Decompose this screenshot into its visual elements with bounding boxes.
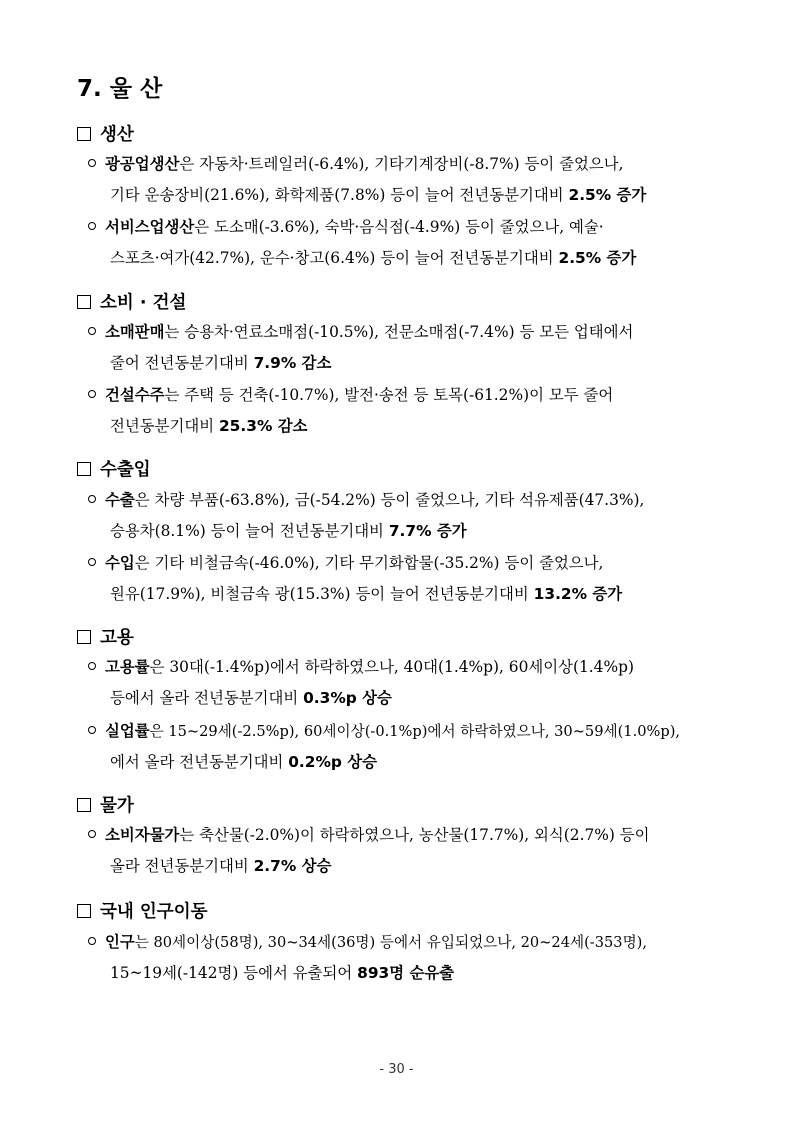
bullet-result: 893명 순유출 bbox=[357, 964, 455, 982]
checkbox-square-icon bbox=[77, 798, 91, 812]
bullet-employment-rate bbox=[88, 652, 720, 714]
page-number: - 30 - bbox=[379, 1062, 414, 1077]
bullet-line-2 bbox=[88, 516, 720, 547]
bullet-line-2 bbox=[88, 747, 720, 778]
bullet-text: 은 자동차·트레일러(-6.4%), 기타기계장비(-8.7%) 등이 줄었으나, bbox=[179, 155, 624, 173]
bullet-text: 은 기타 비철금속(-46.0%), 기타 무기화합물(-35.2%) 등이 줄었으나, bbox=[134, 554, 604, 572]
bullet-line-1 bbox=[88, 548, 720, 579]
bullet-circle-icon bbox=[88, 830, 96, 838]
section-heading-population-migration bbox=[77, 898, 208, 923]
bullet-circle-icon bbox=[88, 726, 96, 734]
bullet-line-2 bbox=[88, 958, 720, 989]
section-heading-prices bbox=[77, 792, 134, 817]
section-heading-label: 고용 bbox=[100, 628, 134, 648]
bullet-line-1 bbox=[88, 820, 720, 851]
bullet-line-1 bbox=[88, 927, 720, 958]
bullet-result: 13.2% 증가 bbox=[533, 585, 623, 603]
bullet-imports bbox=[88, 548, 720, 610]
checkbox-square-icon bbox=[77, 904, 91, 918]
bullet-text: 줄어 전년동분기대비 bbox=[110, 354, 254, 372]
bullet-text: 올라 전년동분기대비 bbox=[110, 857, 254, 875]
bullet-circle-icon bbox=[88, 558, 96, 566]
bullet-line-1 bbox=[88, 317, 720, 348]
bullet-line-1 bbox=[88, 652, 720, 683]
bullet-circle-icon bbox=[88, 662, 96, 670]
bullet-retail-sales bbox=[88, 317, 720, 379]
checkbox-square-icon bbox=[77, 295, 91, 309]
bullet-keyword: 인구 bbox=[105, 933, 135, 951]
bullet-text: 15~19세(-142명) 등에서 유출되어 bbox=[110, 964, 358, 982]
bullet-keyword: 서비스업생산 bbox=[105, 218, 195, 236]
bullet-line-2 bbox=[88, 851, 720, 882]
bullet-exports bbox=[88, 485, 720, 547]
bullet-keyword: 고용률 bbox=[105, 658, 150, 676]
bullet-result: 0.3%p 상승 bbox=[303, 689, 392, 707]
bullet-line-2 bbox=[88, 579, 720, 610]
bullet-text: 는 주택 등 건축(-10.7%), 발전·송전 등 토목(-61.2%)이 모두 줄어 bbox=[164, 386, 614, 404]
bullet-result: 0.2%p 상승 bbox=[288, 753, 378, 771]
bullet-line-1 bbox=[88, 380, 720, 411]
bullet-line-1 bbox=[88, 485, 720, 516]
bullet-keyword: 소비자물가 bbox=[105, 826, 180, 844]
bullet-line-2 bbox=[88, 411, 720, 442]
bullet-text: 전년동분기대비 bbox=[110, 417, 219, 435]
bullet-construction-orders bbox=[88, 380, 720, 442]
bullet-circle-icon bbox=[88, 159, 96, 167]
bullet-result: 2.5% 증가 bbox=[558, 249, 637, 267]
section-heading-label: 소비 · 건설 bbox=[100, 293, 187, 313]
bullet-text: 는 축산물(-2.0%)이 하락하였으나, 농산물(17.7%), 외식(2.7%) 등이 bbox=[179, 826, 650, 844]
bullet-text: 에서 올라 전년동분기대비 bbox=[110, 753, 289, 771]
bullet-unemployment-rate bbox=[88, 716, 720, 778]
bullet-keyword: 광공업생산 bbox=[105, 155, 180, 173]
bullet-keyword: 건설수주 bbox=[105, 386, 165, 404]
section-heading-label: 수출입 bbox=[100, 460, 151, 480]
bullet-text: 은 30대(-1.4%p)에서 하락하였으나, 40대(1.4%p), 60세이상(1.4%p) bbox=[149, 658, 634, 676]
bullet-population bbox=[88, 927, 720, 989]
bullet-circle-icon bbox=[88, 390, 96, 398]
bullet-text: 은 차량 부품(-63.8%), 금(-54.2%) 등이 줄었으나, 기타 석유제품(47.3%), bbox=[134, 491, 645, 509]
section-heading-employment bbox=[77, 624, 134, 649]
bullet-line-2 bbox=[88, 243, 720, 274]
bullet-result: 2.5% 증가 bbox=[568, 186, 647, 204]
checkbox-square-icon bbox=[77, 127, 91, 141]
page-title: 7. 울 산 bbox=[77, 76, 163, 102]
section-heading-trade bbox=[77, 456, 151, 481]
bullet-keyword: 실업률 bbox=[105, 722, 150, 740]
bullet-service-industry bbox=[88, 212, 720, 274]
bullet-line-2 bbox=[88, 683, 720, 714]
bullet-text: 원유(17.9%), 비철금속 광(15.3%) 등이 늘어 전년동분기대비 bbox=[110, 585, 534, 603]
section-heading-production bbox=[77, 121, 134, 146]
bullet-keyword: 수입 bbox=[105, 554, 135, 572]
checkbox-square-icon bbox=[77, 462, 91, 476]
bullet-circle-icon bbox=[88, 937, 96, 945]
bullet-keyword: 소매판매 bbox=[105, 323, 165, 341]
bullet-keyword: 수출 bbox=[105, 491, 135, 509]
bullet-text: 기타 운송장비(21.6%), 화학제품(7.8%) 등이 늘어 전년동분기대비 bbox=[110, 186, 569, 204]
bullet-result: 7.7% 증가 bbox=[388, 522, 467, 540]
bullet-circle-icon bbox=[88, 495, 96, 503]
bullet-circle-icon bbox=[88, 327, 96, 335]
bullet-line-2 bbox=[88, 348, 720, 379]
bullet-text: 등에서 올라 전년동분기대비 bbox=[110, 689, 304, 707]
bullet-text: 스포츠·여가(42.7%), 운수·창고(6.4%) 등이 늘어 전년동분기대비 bbox=[110, 249, 559, 267]
bullet-text: 는 승용차·연료소매점(-10.5%), 전문소매점(-7.4%) 등 모든 업태에서 bbox=[164, 323, 634, 341]
checkbox-square-icon bbox=[77, 630, 91, 644]
bullet-line-2 bbox=[88, 180, 720, 211]
bullet-circle-icon bbox=[88, 222, 96, 230]
bullet-result: 2.7% 상승 bbox=[253, 857, 332, 875]
section-heading-label: 국내 인구이동 bbox=[100, 902, 208, 922]
bullet-result: 7.9% 감소 bbox=[253, 354, 332, 372]
bullet-consumer-prices bbox=[88, 820, 720, 882]
bullet-text: 는 80세이상(58명), 30~34세(36명) 등에서 유입되었으나, 20~24세(-353명), bbox=[134, 934, 648, 951]
bullet-line-1 bbox=[88, 212, 720, 243]
bullet-text: 은 도소매(-3.6%), 숙박·음식점(-4.9%) 등이 줄었으나, 예술· bbox=[194, 218, 604, 236]
bullet-mining-manufacturing bbox=[88, 149, 720, 211]
section-heading-label: 물가 bbox=[100, 796, 134, 816]
bullet-text: 은 15~29세(-2.5%p), 60세이상(-0.1%p)에서 하락하였으나, 30~59세(1.0%p), bbox=[149, 723, 681, 740]
section-heading-label: 생산 bbox=[100, 125, 134, 145]
bullet-text: 승용차(8.1%) 등이 늘어 전년동분기대비 bbox=[110, 522, 389, 540]
section-heading-consumption-construction bbox=[77, 289, 186, 314]
bullet-line-1 bbox=[88, 716, 720, 747]
bullet-result: 25.3% 감소 bbox=[218, 417, 308, 435]
bullet-line-1 bbox=[88, 149, 720, 180]
